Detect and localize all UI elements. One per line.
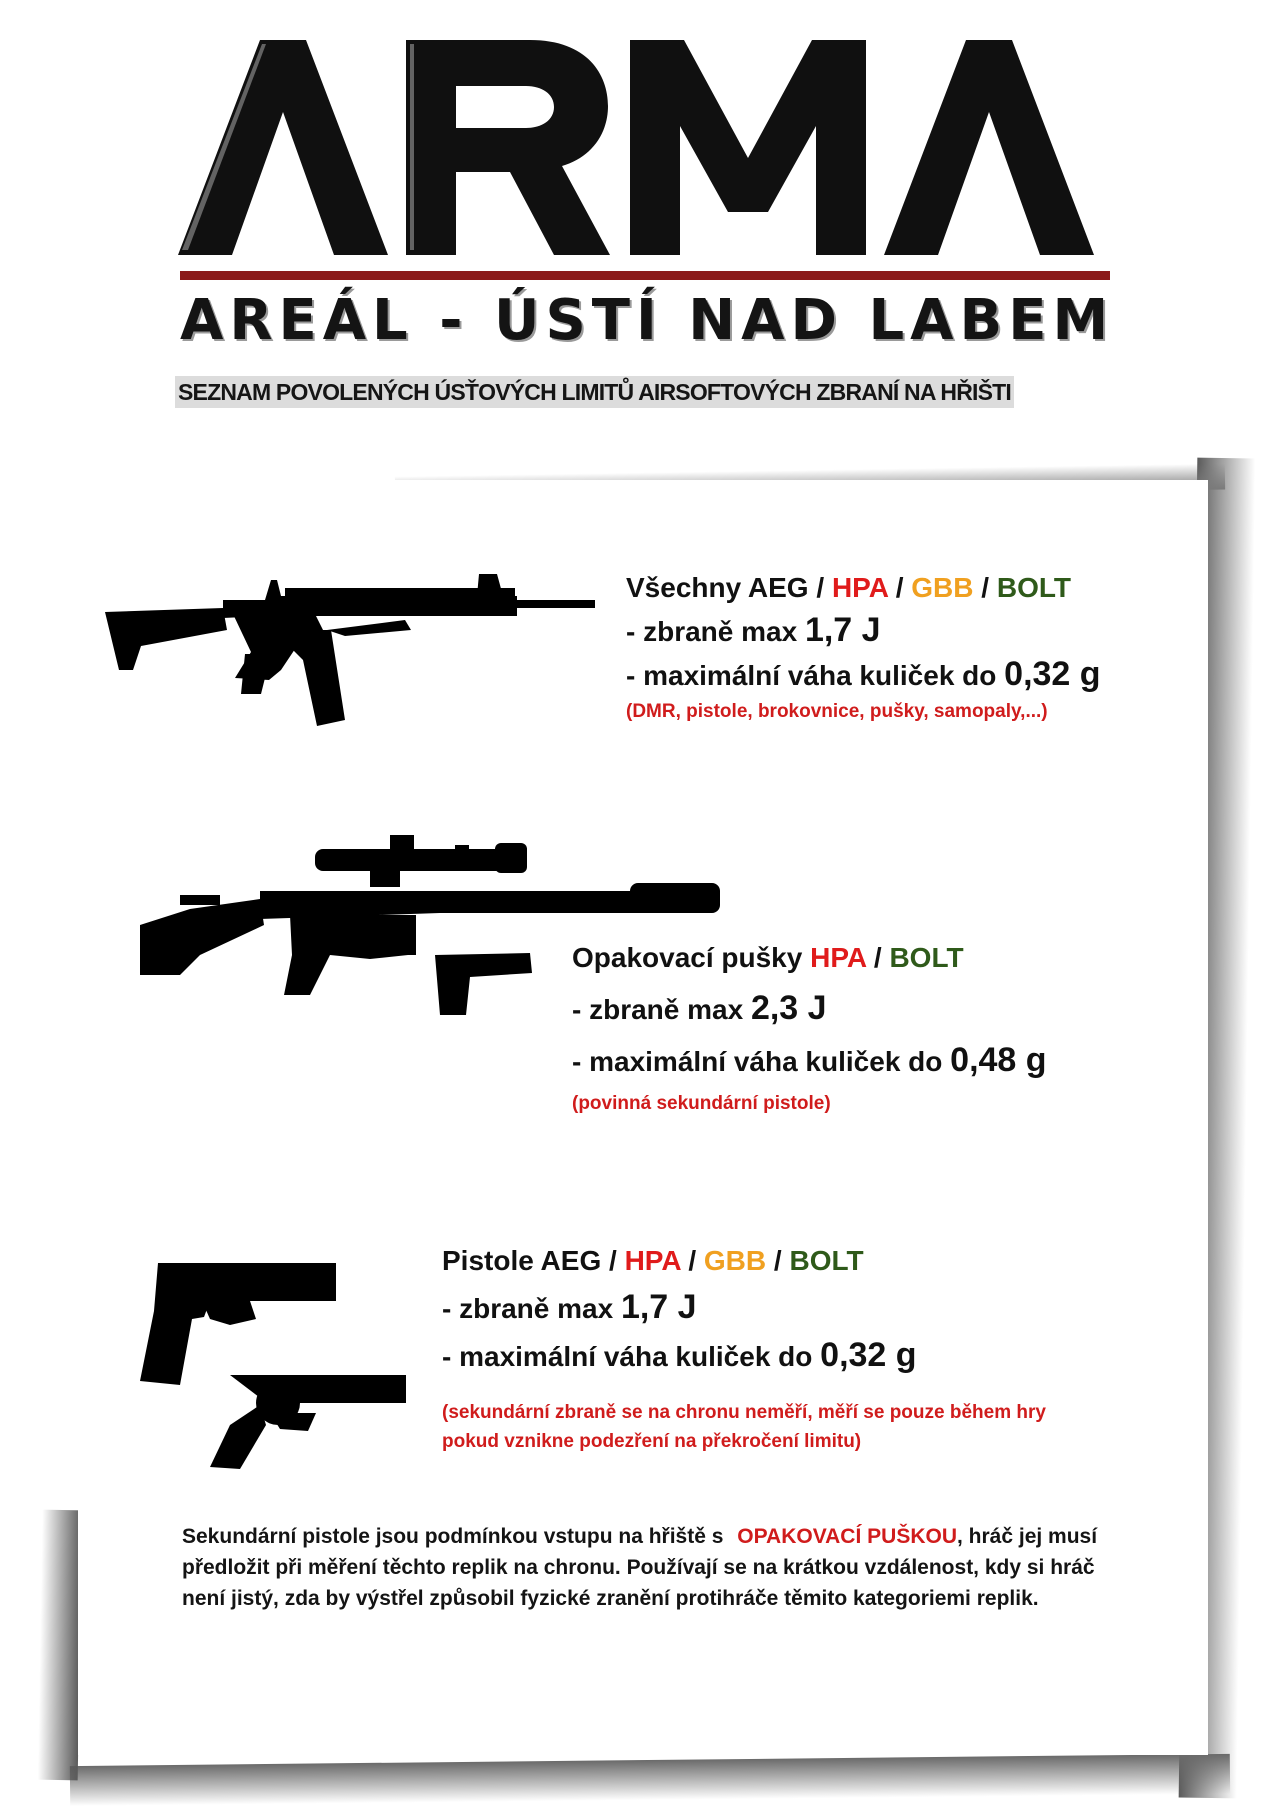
gbb-label: GBB: [911, 572, 974, 603]
bolt-label: BOLT: [889, 942, 964, 973]
footer-text-rest: , hráč jej musí předložit při měření těchto replik na chronu. Používají se na krátkou vzdálenost, kdy si hráč není jistý, zda by výstřel způsobil fyzické zranění protihráče těmito kategoriemi replik.: [182, 1525, 1098, 1610]
weight-limit: [442, 1334, 1046, 1378]
page-subtitle: AREÁL - ÚSTÍ NAD LABEM: [180, 288, 1115, 353]
list-title: SEZNAM POVOLENÝCH ÚSŤOVÝCH LIMITŮ AIRSOFTOVÝCH ZBRANÍ NA HŘIŠTI: [175, 376, 1014, 408]
weight-value: 0,32 g: [820, 1336, 917, 1374]
hpa-label: HPA: [831, 572, 888, 603]
energy-limit: [572, 987, 1047, 1031]
energy-label: - zbraně max: [626, 616, 805, 647]
weight-label: - maximální váha kuliček do: [626, 660, 1005, 691]
category-note-line2: pokud vznikne podezření na překročení limitu): [442, 1431, 862, 1452]
paper-shadow-left: [38, 1510, 83, 1781]
bolt-label: BOLT: [789, 1245, 864, 1276]
brand-rule: [180, 271, 1110, 280]
hpa-label: HPA: [810, 942, 867, 973]
separator: /: [866, 942, 890, 973]
secondary-pistol-note: [182, 1521, 1142, 1614]
separator: /: [973, 572, 997, 603]
footer-text: Sekundární pistole jsou podmínkou vstupu na hřiště s: [182, 1525, 730, 1548]
category-note: (DMR, pistole, brokovnice, pušky, samopaly,...): [626, 701, 1048, 722]
category-title: [572, 937, 1047, 979]
category-title: [626, 567, 1101, 609]
title-text: Opakovací pušky: [572, 942, 811, 973]
energy-limit: [442, 1286, 1046, 1330]
weight-label: - maximální váha kuliček do: [442, 1341, 821, 1372]
weight-limit: [572, 1039, 1047, 1083]
weight-limit: [626, 653, 1101, 697]
category-aeg: [626, 567, 1101, 726]
gbb-label: GBB: [703, 1245, 767, 1276]
category-bolt-rifles: [572, 937, 1047, 1118]
arma-logo: [178, 40, 1108, 255]
hpa-label: HPA: [624, 1245, 681, 1276]
energy-value: 1,7 J: [804, 611, 881, 649]
separator: /: [680, 1245, 704, 1276]
category-note: (povinná sekundární pistole): [572, 1093, 831, 1114]
energy-label: - zbraně max: [442, 1293, 621, 1324]
energy-value: 1,7 J: [620, 1288, 697, 1326]
pistol-revolver-icon: [140, 1255, 420, 1470]
category-note-line1: (sekundární zbraně se na chronu neměří, měří se pouze během hry: [442, 1402, 1046, 1423]
category-title: [442, 1240, 1046, 1282]
bolt-label: BOLT: [996, 572, 1071, 603]
separator: /: [766, 1245, 790, 1276]
footer-highlight: OPAKOVACÍ PUŠKOU: [737, 1525, 957, 1548]
weight-value: 0,48 g: [950, 1041, 1047, 1079]
paper-shadow-bottom: [70, 1754, 1230, 1806]
title-text: Pistole AEG /: [442, 1245, 625, 1276]
energy-value: 2,3 J: [750, 989, 827, 1027]
title-text: Všechny AEG /: [626, 572, 832, 603]
weight-value: 0,32 g: [1004, 655, 1101, 693]
separator: /: [887, 572, 912, 603]
energy-label: - zbraně max: [572, 994, 751, 1025]
energy-limit: [626, 609, 1101, 653]
category-pistols: [442, 1240, 1046, 1456]
assault-rifle-icon: [105, 570, 595, 750]
weight-label: - maximální váha kuliček do: [572, 1046, 951, 1077]
